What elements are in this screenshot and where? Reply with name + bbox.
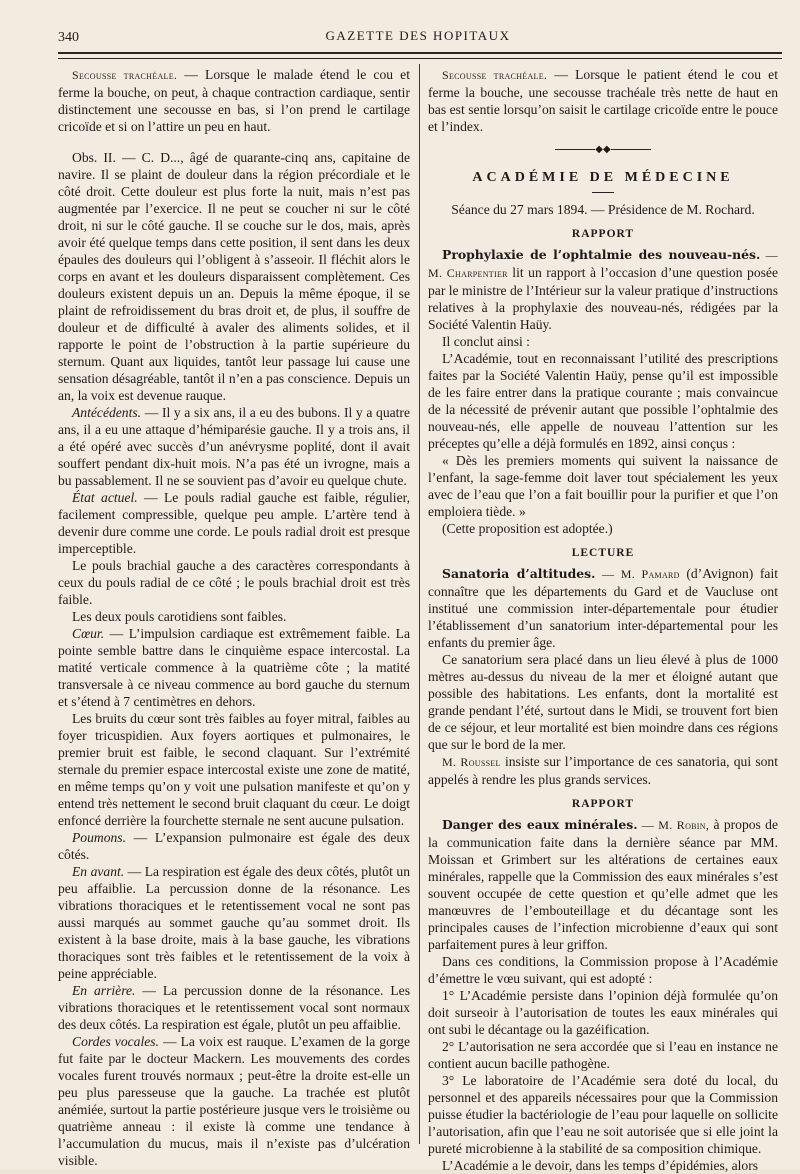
article-author: — M. Robin, bbox=[637, 818, 710, 832]
paragraph-text: — Lorsque le patient étend le cou et ferme la bouche, une secousse trachéale très nette de haut en bas est sentie lorsqu’on saisit le cartilage cricoïde entre le pouce et l’index. bbox=[428, 67, 778, 134]
session-line: Séance du 27 mars 1894. — Présidence de M. Rochard. bbox=[451, 202, 755, 217]
title-rule bbox=[592, 192, 614, 193]
sanatoria-paragraph bbox=[428, 565, 778, 651]
vocal-cords-paragraph bbox=[58, 1033, 410, 1169]
article-title: Danger des eaux minérales. bbox=[442, 817, 638, 832]
article-author: — M. Pamard bbox=[595, 567, 680, 581]
carotid-pulse-paragraph: Les deux pouls carotidiens sont faibles. bbox=[72, 609, 287, 624]
academy-section-title: ACADÉMIE DE MÉDECINE bbox=[472, 170, 734, 185]
paragraph-label: Secousse trachéale. bbox=[72, 68, 178, 82]
article-title: Prophylaxie de l’ophtalmie des nouveau-nés. bbox=[442, 247, 761, 262]
section-ornament: ◆◆ bbox=[428, 145, 778, 155]
observation-paragraph: Obs. II. — C. D..., âgé de quarante-cinq ans, capitaine de navire. Il se plaint de douleur dans la région précordiale et le côté droit. Cette douleur est plus forte la nuit, mais n’est pas augmentée par l’exercice. Il ne peut se coucher ni sur le côté droit, ni sur le côté gauche. Il se couche sur le dos, mais, après avoir été quelque temps dans cette position, il sent dans les deux épaules des douleurs qui l’obligent à s’asseoir. Il fléchit alors le corps en avant et les douleurs disparaissent complètement. Ces douleurs existent depuis un an. Depuis la même époque, il se plaint de refroidissement du bras droit et, de plus, il souffre de douleur et de difficulté à avaler des aliments solides, et il rapporte le point de l’obstruction à la partie supérieure du sternum. Quant aux liquides, tantôt leur passage lui cause une sensation désagréable, tantôt il n’en a pas conscience. Depuis un an, la voix est devenue rauque. bbox=[58, 150, 410, 403]
front-exam-paragraph bbox=[58, 863, 410, 982]
conclusion-intro: Il conclut ainsi : bbox=[442, 334, 530, 349]
right-column bbox=[428, 66, 778, 1174]
quoted-precept-paragraph: « Dès les premiers moments qui suivent la naissance de l’enfant, la sage-femme doit laver tout spécialement les yeux avec de l’eau que l’on a fait bouillir pour la purifier et que l’on emploiera tiède. » bbox=[428, 453, 778, 519]
article-author: — M. Charpentier bbox=[428, 248, 778, 280]
paragraph-text: à propos de la communication faite dans la dernière séance par MM. Moissan et Grimbert sur les altérations de certaines eaux minérales, rappelle que la Commission des eaux minérales s’est souvent occupée de cette question et qu’elle admet que les manœuvres de l’embouteillage et du décantage sont les principales causes de l’infection microbienne d’eaux qui sont parfaitement pures à leur griffon. bbox=[428, 817, 778, 952]
paragraph-text: (d’Avignon) fait connaître que les départements du Gard et de Vaucluse ont institué une commission inter-départementale pour étudier l’établissement d’un sanatorium inter-départemental pour les enfants du premier âge. bbox=[428, 566, 778, 650]
tracheal-tug-paragraph bbox=[428, 66, 778, 135]
column-divider bbox=[419, 64, 420, 1144]
heart-paragraph bbox=[58, 625, 410, 710]
tracheal-tug-paragraph bbox=[58, 66, 410, 135]
paragraph-text: lit un rapport à l’occasion d’une question posée par le ministre de l’Intérieur sur la valeur pratique d’instructions relatives à la prophylaxie des nouveau-nés, rédigées par la Société Valentin Haüy. bbox=[428, 265, 778, 332]
brachial-pulse-paragraph: Le pouls brachial gauche a des caractères correspondants à ceux du pouls radial de ce côté ; le pouls brachial droit est très faible. bbox=[58, 558, 410, 607]
paragraph-text: — La voix est rauque. L’examen de la gorge fut faite par le docteur Mackern. Les mouvements des cordes vocales furent trouvés normaux ; peut-être la droite est-elle un peu plus paresseuse que la gauche. La trachée est plutôt anémiée, surtout la partie postérieure jusque vers le troisième ou quatrième anneau : il existe là comme une tendance à l’accumulation du mucus, mais il n’existe pas d’ulcération visible. bbox=[58, 1034, 410, 1168]
left-column bbox=[58, 66, 410, 1169]
paragraph-label: En arrière. bbox=[72, 983, 136, 998]
current-state-paragraph bbox=[58, 489, 410, 557]
rapport-heading: RAPPORT bbox=[571, 798, 635, 810]
paragraph-label: Cœur. bbox=[72, 626, 105, 641]
header-rule-thick bbox=[58, 52, 782, 54]
ophthalmia-report-paragraph bbox=[428, 246, 778, 333]
page-header bbox=[58, 24, 778, 48]
paragraph-text: — L’expansion pulmonaire est égale des deux côtés. bbox=[58, 830, 410, 862]
resolution-2: 2° L’autorisation ne sera accordée que si l’eau en instance ne contient aucun bacille pathogène. bbox=[428, 1039, 778, 1071]
paragraph-text: — La percussion donne de la résonance. Les vibrations thoraciques et le retentissement vocal sont normaux des deux côtés. La respiration est égale, plutôt un peu affaiblie. bbox=[58, 983, 410, 1032]
resolution-3: 3° Le laboratoire de l’Académie sera doté du local, du personnel et des appareils nécessaires pour que la Commission puisse étudier la bactériologie de l’eau pour laquelle on sollicite l’autorisation, afin que l’eau ne soit autorisée que si elle joint la pureté microbienne à la stabilité de sa composition chimique. bbox=[428, 1073, 778, 1156]
closing-paragraph: L’Académie a le devoir, dans les temps d’épidémies, alors bbox=[442, 1158, 759, 1173]
antecedents-paragraph bbox=[58, 404, 410, 489]
paragraph-text: — La respiration est égale des deux côtés, plutôt un peu affaiblie. La percussion donne de la résonance. Les vibrations thoraciques et le retentissement vocal ne sont pas aussi marqués au sommet gauche qu’au sommet droit. Ils existent à la base droite, mais à la base gauche, les vibrations thoraciques sont très faibles et le retentissement de la voix à peine appréciable. bbox=[58, 864, 410, 981]
paragraph-label: État actuel. bbox=[72, 490, 138, 505]
lecture-heading: LECTURE bbox=[571, 547, 635, 559]
lungs-paragraph bbox=[58, 829, 410, 863]
header-rule-thin bbox=[58, 58, 782, 59]
paragraph-text: — Le pouls radial gauche est faible, régulier, facilement compressible, quelque peu ample. L’artère tend à devenir dure comme une corde. Le pouls radial droit est presque imperceptible. bbox=[58, 490, 410, 556]
paragraph-text: — Lorsque le malade étend le cou et ferme la bouche, on peut, à chaque contraction cardiaque, sentir distinctement une secousse en bas, si l’on prend le cartilage cricoïde et si on l’attire un peu en haut. bbox=[58, 67, 410, 134]
paragraph-label: Poumons. bbox=[72, 830, 126, 845]
paragraph-text: — L’impulsion cardiaque est extrêmement faible. La pointe semble battre dans le cinquième espace intercostal. La matité verticale commence à la quatrième côte ; la matité transversale à ce niveau commence au bord gauche du sternum et s’étend à 7 centimètres en dehors. bbox=[58, 626, 410, 709]
commission-proposal: Dans ces conditions, la Commission propose à l’Académie d’émettre le vœu suivant, qui est adopté : bbox=[428, 954, 778, 986]
paragraph-text: — Il y a six ans, il a eu des bubons. Il y a quatre ans, il a eu une attaque d’hémiparésie gauche. Il y a trois ans, il a été opéré avec succès d’un anévrysme poplité, dont il avait souffert pendant dix-huit mois. N’a pas été un ivrogne, mais a bu passablement. Il ne se souvient pas d’avoir eu quelque chute. bbox=[58, 405, 410, 488]
rapport-heading: RAPPORT bbox=[571, 228, 635, 240]
resolution-1: 1° L’Académie persiste dans l’opinion déjà formulée qu’on doit surseoir à l’autorisation de toutes les eaux minérales qui ont subi le décantage ou la gazéification. bbox=[428, 988, 778, 1037]
running-title: GAZETTE DES HOPITAUX bbox=[325, 28, 511, 43]
article-author: M. Roussel bbox=[442, 755, 501, 769]
paragraph-label: Secousse trachéale. bbox=[442, 68, 548, 82]
heart-sounds-paragraph: Les bruits du cœur sont très faibles au foyer mitral, faibles au foyer tricuspidien. Aux foyers aortiques et pulmonaires, le premier bruit est faible, le second claquant. Sur l’extrémité sternale du premier espace intercostal existe une zone de matité, en même temps qu’on y voit une pulsation manifeste et qu’on y entend très nettement le second bruit claquant du cœur. Le doigt enfoncé derrière la fourchette sternale ne sent aucune pulsation. bbox=[58, 711, 410, 828]
paragraph-label: En avant. bbox=[72, 864, 125, 879]
roussel-paragraph bbox=[428, 753, 778, 788]
adoption-note: (Cette proposition est adoptée.) bbox=[442, 521, 613, 536]
back-exam-paragraph bbox=[58, 982, 410, 1033]
page-number: 340 bbox=[58, 30, 79, 45]
paragraph-label: Cordes vocales. bbox=[72, 1034, 159, 1049]
paragraph-label: Antécédents. bbox=[72, 405, 142, 420]
paragraph-text: insiste sur l’importance de ces sanatoria, qui sont appelés à rendre les plus grands services. bbox=[428, 754, 778, 787]
article-title: Sanatoria d’altitudes. bbox=[442, 566, 596, 581]
academy-position-paragraph: L’Académie, tout en reconnaissant l’utilité des prescriptions faites par la Société Valentin Haüy, pense qu’il est impossible de les faire entrer dans la pratique courante ; mais convaincue de la nécessité de prévenir autant que possible l’ophtalmie des nouveau-nés, elle appelle de nouveau l’attention sur les préceptes qu’elle a déjà formulés en 1892, ainsi conçus : bbox=[428, 351, 778, 451]
sanatorium-location-paragraph: Ce sanatorium sera placé dans un lieu élevé à plus de 1000 mètres au-dessus du niveau de la mer et éloigné autant que possible des habitations. Les enfants, dont la mortalité est grande pendant l’été, surtout dans le Midi, se trouvent fort bien de ce séjour, et leur mortalité est bien moindre dans ces régions que sur le bord de la mer. bbox=[428, 652, 778, 752]
mineral-waters-paragraph bbox=[428, 816, 778, 953]
